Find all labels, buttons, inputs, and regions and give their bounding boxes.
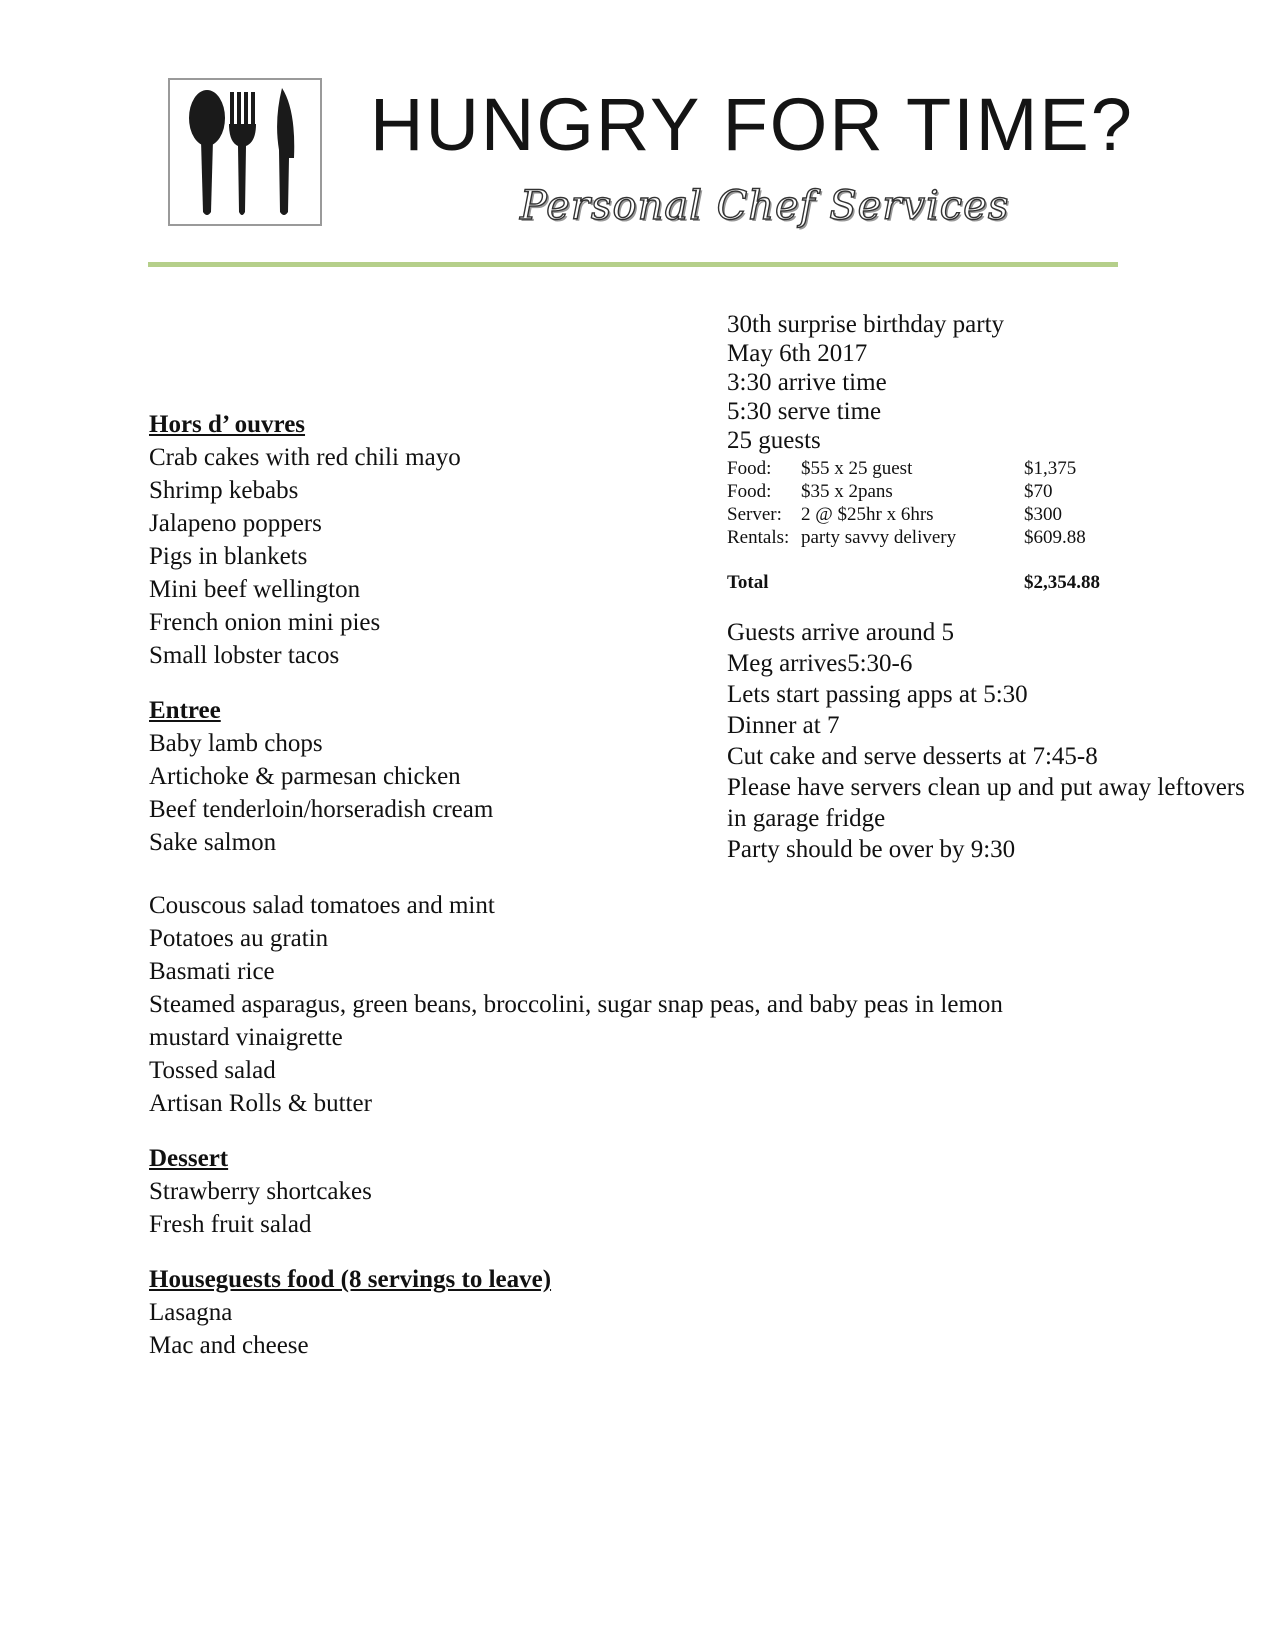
cost-description: $35 x 2pans xyxy=(801,481,893,502)
cost-row xyxy=(727,480,1247,503)
logo-title: HUNGRY FOR TIME? xyxy=(370,83,1134,166)
menu-item: Beef tenderloin/horseradish cream xyxy=(149,796,494,823)
event-date: May 6th 2017 xyxy=(727,340,868,367)
total-label: Total xyxy=(727,572,769,593)
note-line: Meg arrives5:30-6 xyxy=(727,650,913,677)
spacer xyxy=(149,672,749,694)
cost-description: 2 @ $25hr x 6hrs xyxy=(801,504,934,525)
hors-doeuvres-heading: Hors d’ ouvres xyxy=(149,411,306,438)
note-line: Lets start passing apps at 5:30 xyxy=(727,681,1028,708)
menu-item: French onion mini pies xyxy=(149,609,381,636)
cost-amount: $70 xyxy=(1024,481,1053,502)
note-line: Party should be over by 9:30 xyxy=(727,836,1016,863)
header-divider xyxy=(148,262,1118,267)
side-item: Basmati rice xyxy=(149,958,275,985)
side-item: Artisan Rolls & butter xyxy=(149,1090,372,1117)
event-occasion: 30th surprise birthday party xyxy=(727,311,1005,338)
menu-item: Mac and cheese xyxy=(149,1332,309,1359)
event-info xyxy=(727,310,1247,455)
menu-item: Jalapeno poppers xyxy=(149,510,322,537)
entree-heading: Entree xyxy=(149,697,221,724)
logo-utensils-icon xyxy=(168,78,322,226)
side-item: Couscous salad tomatoes and mint xyxy=(149,892,495,919)
menu-item: Shrimp kebabs xyxy=(149,477,299,504)
spoon-fork-knife-icon xyxy=(170,80,320,224)
note-line: Cut cake and serve desserts at 7:45-8 xyxy=(727,743,1098,770)
menu-item: Lasagna xyxy=(149,1299,233,1326)
cost-label: Server: xyxy=(727,504,782,525)
cost-row xyxy=(727,503,1247,526)
cost-table xyxy=(727,457,1247,595)
cost-label: Rentals: xyxy=(727,527,790,548)
event-notes xyxy=(727,617,1247,865)
dessert-heading: Dessert xyxy=(149,1145,229,1172)
menu-item: Mini beef wellington xyxy=(149,576,361,603)
cost-row xyxy=(727,526,1247,549)
event-serve-time: 5:30 serve time xyxy=(727,398,882,425)
menu-item: Baby lamb chops xyxy=(149,730,323,757)
menu-item: Crab cakes with red chili mayo xyxy=(149,444,461,471)
note-line: Dinner at 7 xyxy=(727,712,840,739)
menu-item: Strawberry shortcakes xyxy=(149,1178,372,1205)
cost-label: Food: xyxy=(727,481,772,502)
spacer xyxy=(149,859,749,889)
total-amount: $2,354.88 xyxy=(1024,572,1100,593)
spacer xyxy=(149,1241,749,1263)
side-item: Steamed asparagus, green beans, broccolini, sugar snap peas, and baby peas in lemon mustard vinaigrette xyxy=(149,991,1003,1051)
menu-item: Pigs in blankets xyxy=(149,543,308,570)
cost-row xyxy=(727,457,1247,480)
event-arrive-time: 3:30 arrive time xyxy=(727,369,887,396)
note-line: Guests arrive around 5 xyxy=(727,619,955,646)
menu-item: Fresh fruit salad xyxy=(149,1211,312,1238)
event-details-column xyxy=(727,310,1247,865)
menu-item: Artichoke & parmesan chicken xyxy=(149,763,461,790)
menu-item: Sake salmon xyxy=(149,829,277,856)
spacer xyxy=(149,1120,749,1142)
side-item: Potatoes au gratin xyxy=(149,925,329,952)
total-row xyxy=(727,571,1247,595)
menu-item: Small lobster tacos xyxy=(149,642,340,669)
houseguests-heading: Houseguests food (8 servings to leave) xyxy=(149,1266,552,1293)
side-item: Tossed salad xyxy=(149,1057,276,1084)
event-guests: 25 guests xyxy=(727,427,821,454)
cost-description: party savvy delivery xyxy=(801,527,957,548)
cost-label: Food: xyxy=(727,458,772,479)
cost-amount: $300 xyxy=(1024,504,1062,525)
cost-amount: $609.88 xyxy=(1024,527,1086,548)
cost-description: $55 x 25 guest xyxy=(801,458,913,479)
cost-amount: $1,375 xyxy=(1024,458,1077,479)
logo-subtitle: Personal Chef Services xyxy=(520,183,1010,229)
note-line: Please have servers clean up and put away leftovers in garage fridge xyxy=(727,774,1245,832)
